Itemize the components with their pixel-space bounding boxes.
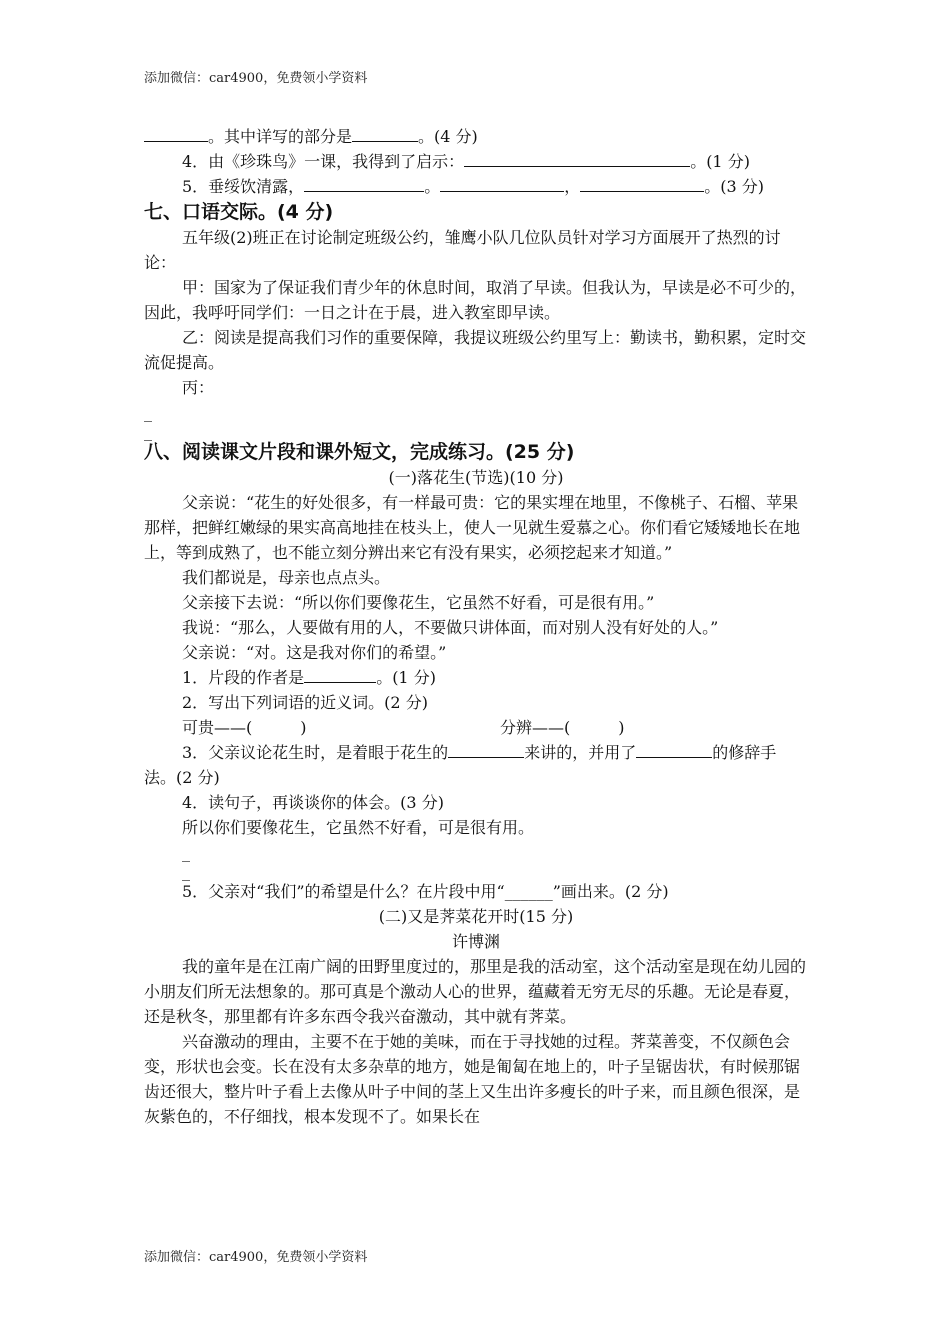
answer-line-mark: _ xyxy=(144,403,152,422)
speaker-c: 丙： xyxy=(182,378,215,397)
passage-2-title: (二)又是荠菜花开时(15 分) xyxy=(378,907,574,926)
blank[interactable] xyxy=(636,742,712,758)
exercise-4: 4．读句子，再谈谈你的体会。(3 分) xyxy=(182,793,444,812)
question-4: 4．由《珍珠鸟》一课，我得到了启示： 。(1 分) xyxy=(182,152,750,171)
blank[interactable] xyxy=(352,126,418,142)
page-header: 添加微信：car4900，免费领小学资料 xyxy=(144,71,368,86)
exercise-1: 1．片段的作者是 。(1 分) xyxy=(182,668,436,687)
blank[interactable] xyxy=(304,667,376,683)
exercise-2: 2．写出下列词语的近义词。(2 分) xyxy=(182,693,428,712)
answer-line-mark: _ xyxy=(182,843,190,862)
passage-1-para: 父亲说：“花生的好处很多，有一样最可贵：它的果实埋在地里，不像桃子、石榴、苹果那样，把鲜红嫩绿的果实高高地挂在枝头上，使人一见就生爱慕之心。你们看它矮矮地长在地上，等到成熟了，也不能立刻分辨出来它有没有果实，必须挖起来才知道。” xyxy=(144,493,801,562)
blank[interactable] xyxy=(464,151,690,167)
synonym-item[interactable]: 分辨——( ) xyxy=(500,718,625,737)
passage-2-para: 我的童年是在江南广阔的田野里度过的，那里是我的活动室，这个活动室是现在幼儿园的小朋友们所无法想象的。那可真是个激动人心的世界，蕴藏着无穷无尽的乐趣。无论是春夏，还是秋冬，那里都有许多东西令我兴奋激动，其中就有荠菜。 xyxy=(144,957,807,1026)
section-8-title: 八、阅读课文片段和课外短文，完成练习。(25 分) xyxy=(144,441,575,463)
speaker-b: 乙：阅读是提高我们习作的重要保障，我提议班级公约里写上：勤读书，勤积累，定时交流促提高。 xyxy=(144,328,807,372)
passage-2-author: 许博渊 xyxy=(451,932,500,951)
speaker-a: 甲：国家为了保证我们青少年的休息时间，取消了早读。但我认为，早读是必不可少的，因此，我呼吁同学们：一日之计在于晨，进入教室即早读。 xyxy=(144,278,807,322)
page-footer: 添加微信：car4900，免费领小学资料 xyxy=(144,1250,368,1265)
passage-1-para: 我说：“那么，人要做有用的人，不要做只讲体面，而对别人没有好处的人。” xyxy=(182,618,719,637)
passage-1-para: 父亲说：“对。这是我对你们的希望。” xyxy=(182,643,447,662)
exercise-4-sentence: 所以你们要像花生，它虽然不好看，可是很有用。 xyxy=(182,818,535,837)
blank[interactable] xyxy=(440,176,564,192)
synonym-item[interactable]: 可贵——( ) xyxy=(182,718,307,737)
passage-1-para: 我们都说是，母亲也点点头。 xyxy=(182,568,391,587)
blank[interactable] xyxy=(448,742,524,758)
section-7-title: 七、口语交际。(4 分) xyxy=(144,201,334,223)
blank[interactable] xyxy=(304,176,424,192)
question-5: 5．垂绥饮清露， 。 ， 。(3 分) xyxy=(182,177,764,196)
blank[interactable] xyxy=(144,126,208,142)
blank[interactable] xyxy=(580,176,704,192)
answer-line-mark: _ xyxy=(144,422,152,441)
worksheet-body xyxy=(144,124,808,1129)
exercise-2-items xyxy=(144,715,808,740)
passage-2-para: 兴奋激动的理由，主要不在于她的美味，而在于寻找她的过程。荠菜善变，不仅颜色会变，形状也会变。长在没有太多杂草的地方，她是匍匐在地上的，叶子呈锯齿状，有时候那锯齿还很大，整片叶子看上去像从叶子中间的茎上又生出许多瘦长的叶子来，而且颜色很深，是灰紫色的，不仔细找，根本发现不了。如果长在 xyxy=(144,1032,801,1126)
section-7-intro: 五年级(2)班正在讨论制定班级公约，雏鹰小队几位队员针对学习方面展开了热烈的讨论： xyxy=(144,228,781,272)
exercise-3: 3．父亲议论花生时，是着眼于花生的 来讲的，并用了 的修辞手法。(2 分) xyxy=(144,743,777,787)
passage-1-para: 父亲接下去说：“所以你们要像花生，它虽然不好看，可是很有用。” xyxy=(182,593,655,612)
line-detail-part: 。其中详写的部分是 。(4 分) xyxy=(144,124,808,149)
answer-line-mark: _ xyxy=(182,862,190,881)
passage-1-title: (一)落花生(节选)(10 分) xyxy=(388,468,564,487)
exercise-5: 5．父亲对“我们”的希望是什么？在片段中用“______”画出来。(2 分) xyxy=(182,882,669,901)
